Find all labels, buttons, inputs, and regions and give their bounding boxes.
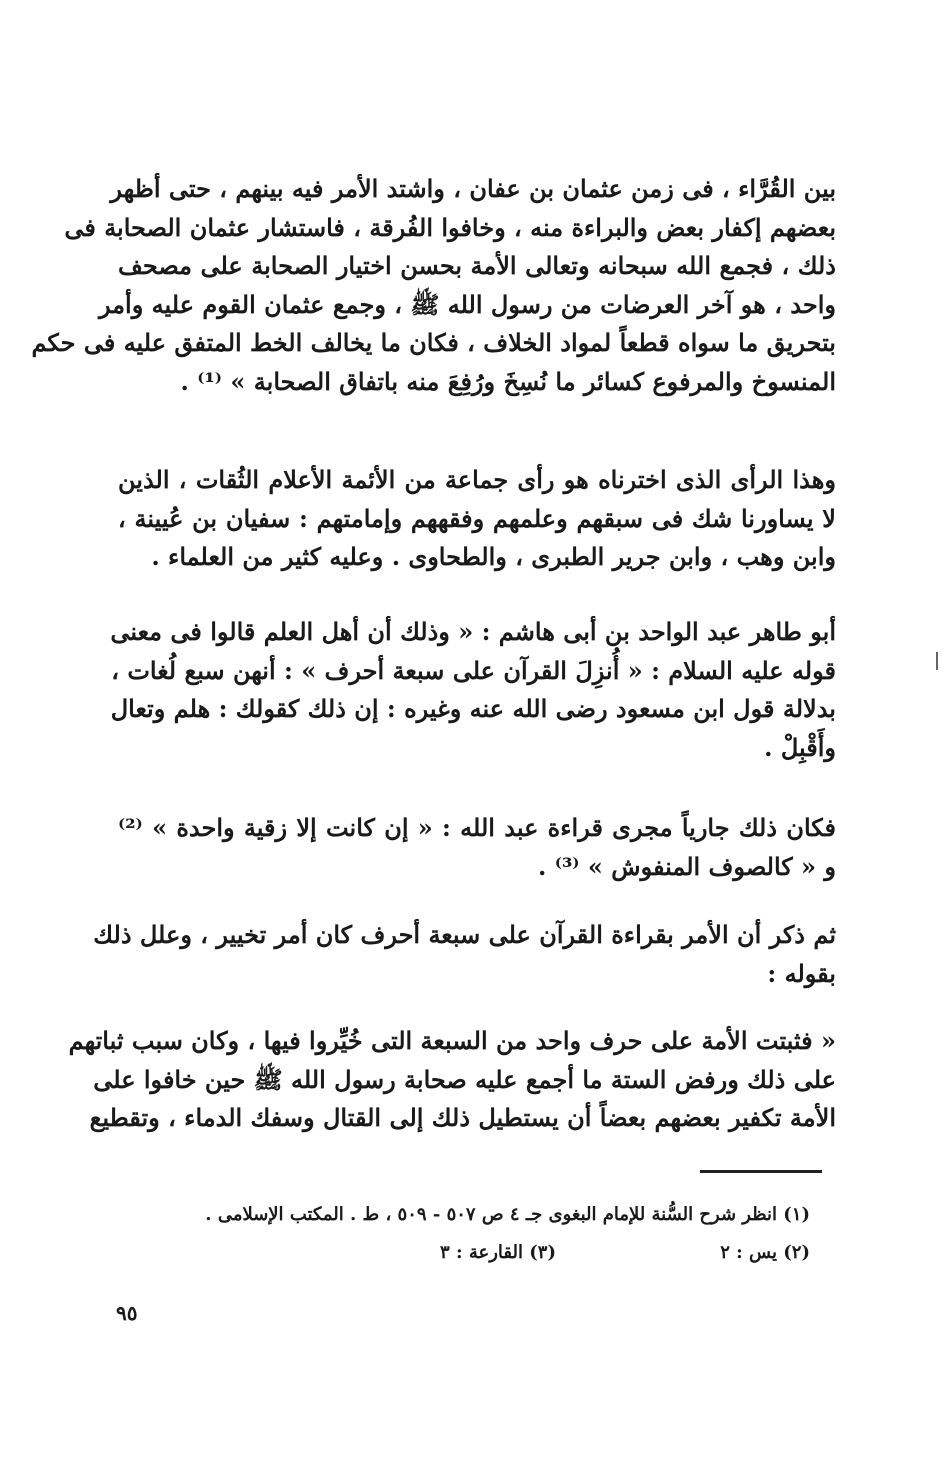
text-line: وأَقْبِلْ .	[764, 732, 836, 762]
text-line: واحد ، هو آخر العرضات من رسول الله ﷺ ، وجمع عثمان القوم عليه وأمر	[98, 289, 836, 319]
text-line: بين القُرَّاء ، فى زمن عثمان بن عفان ، واشتد الأمر فيه بينهم ، حتى أظهر	[110, 174, 836, 203]
text-line: على ذلك ورفض الستة ما أجمع عليه صحابة رسول الله ﷺ حين خافوا على	[93, 1064, 836, 1094]
text-line: ثم ذكر أن الأمر بقراءة القرآن على سبعة أحرف كان أمر تخيير ، وعلل ذلك	[93, 920, 836, 949]
footnote-2: (٢) يس : ٢	[720, 1242, 810, 1263]
text-line: قوله عليه السلام : « أُنزِلَ القرآن على سبعة أحرف » : أنهن سبع لُغات ،	[111, 655, 836, 685]
text-line: بدلالة قول ابن مسعود رضى الله عنه وغيره : إن ذلك كقولك : هلم وتعال	[110, 694, 836, 723]
text-line: أبو طاهر عبد الواحد بن أبى هاشم : « وذلك أن أهل العلم قالوا فى معنى	[110, 617, 836, 646]
text-line: ذلك ، فجمع الله سبحانه وتعالى الأمة بحسن اختيار الصحابة على مصحف	[118, 251, 836, 280]
footnote-3: (٣) القارعة : ٣	[440, 1242, 556, 1263]
footnote-1: (١) انظر شرح السُّنة للإمام البغوى جـ ٤ ص ٥٠٧ - ٥٠٩ ، ط . المكتب الإسلامى .	[205, 1204, 810, 1225]
text-line: وهذا الرأى الذى اخترناه هو رأى جماعة من الأئمة الأعلام الثُقات ، الذين	[118, 465, 836, 494]
text-line: فكان ذلك جارياً مجرى قراءة عبد الله : « إن كانت إلا زقية واحدة » ⁽²⁾	[118, 813, 836, 842]
text-line: بتحريق ما سواه قطعاً لمواد الخلاف ، فكان ما يخالف الخط المتفق عليه فى حكم	[31, 328, 836, 357]
paragraph-4	[118, 809, 836, 886]
text-line: لا يساورنا شك فى سبقهم وعلمهم وفقههم وإمامتهم : سفيان بن عُيينة ،	[118, 503, 836, 533]
page-number: ٩٥	[116, 1301, 138, 1325]
paragraph-2	[118, 461, 836, 577]
text-line: و « كالصوف المنفوش » ⁽³⁾ .	[538, 851, 836, 881]
text-line: الأمة تكفير بعضهم بعضاً أن يستطيل ذلك إلى القتال وسفك الدماء ، وتقطيع	[89, 1103, 836, 1132]
text-line: « فثبتت الأمة على حرف واحد من السبعة التى خُيِّروا فيها ، وكان سبب ثباتهم	[68, 1026, 836, 1055]
footnote-divider	[700, 1170, 822, 1173]
scan-edge-mark	[936, 652, 938, 670]
paragraph-5	[93, 916, 836, 993]
footnote-row	[170, 1234, 810, 1272]
paragraph-1	[31, 170, 836, 401]
text-line: وابن وهب ، وابن جرير الطبرى ، والطحاوى . وعليه كثير من العلماء .	[151, 542, 836, 571]
text-line: بعضهم إكفار بعض والبراءة منه ، وخافوا الفُرقة ، فاستشار عثمان الصحابة فى	[64, 212, 836, 242]
footnotes	[170, 1196, 810, 1272]
text-line: بقوله :	[767, 958, 836, 988]
paragraph-6	[68, 1022, 836, 1138]
text-line: المنسوخ والمرفوع كسائر ما نُسِخَ ورُفِعَ منه باتفاق الصحابة » ⁽¹⁾ .	[180, 366, 836, 396]
paragraph-3	[110, 613, 836, 767]
